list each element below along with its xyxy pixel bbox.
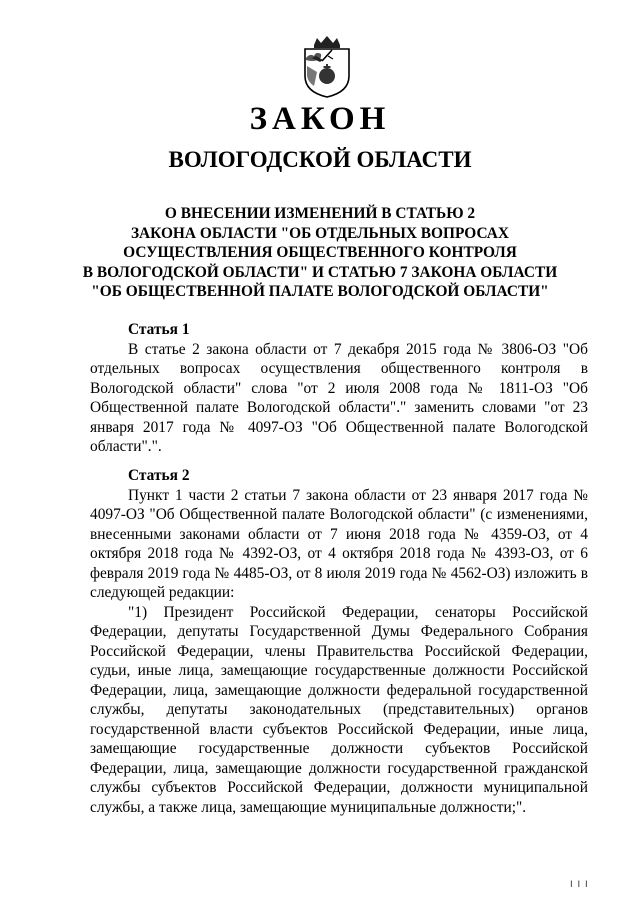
article-text: В статье 2 закона области от 7 декабря 2015 года № 3806-ОЗ "Об отдельных вопросах осуществления общественного контроля в Вологодской области" слова "от 2 июля 2008 года № 1811-ОЗ "Об Общественной палате Вологодской области"." заменить словами "от 23 января 2017 года № 4097-ОЗ "Об Общественной палате Вологодской области".". (90, 340, 588, 455)
vologda-coat-of-arms-icon (302, 36, 352, 98)
law-name-line: "ОБ ОБЩЕСТВЕННОЙ ПАЛАТЕ ВОЛОГОДСКОЙ ОБЛАСТИ" (91, 283, 549, 301)
law-name-line: О ВНЕСЕНИИ ИЗМЕНЕНИЙ В СТАТЬЮ 2 (164, 205, 476, 222)
article-heading: Статья 2 (128, 467, 190, 484)
document-subtitle: ВОЛОГОДСКОЙ ОБЛАСТИ (168, 147, 472, 172)
article-1 (90, 320, 588, 457)
law-name (60, 204, 580, 302)
page-mark: I I I (570, 880, 589, 890)
law-name-line: В ВОЛОГОДСКОЙ ОБЛАСТИ" И СТАТЬЮ 7 ЗАКОНА ОБЛАСТИ (82, 263, 558, 281)
article-2 (90, 466, 588, 817)
article-text: Пункт 1 части 2 статьи 7 закона области от 23 января 2017 года № 4097-ОЗ "Об Общественной палате Вологодской области" (с изменениями, внесенными законами области от 7 июня 2018 года № 4359-ОЗ, от 4 октября 2018 года № 4392-ОЗ, от 4 октября 2018 года № 4393-ОЗ, от 6 февраля 2019 года № 4485-ОЗ, от 8 июля 2019 года № 4562-ОЗ) изложить в следующей редакции: (90, 486, 588, 601)
article-heading: Статья 1 (128, 321, 190, 338)
document-title: ЗАКОН (249, 101, 391, 137)
law-name-line: ОСУЩЕСТВЛЕНИЯ ОБЩЕСТВЕННОГО КОНТРОЛЯ (123, 244, 517, 262)
article-quote: "1) Президент Российской Федерации, сенаторы Российской Федерации, депутаты Государственной Думы Федерального Собрания Российской Федерации, члены Правительства Российской Федерации, судьи, иные лица, замещающие государственные должности Российской Федерации, лица, замещающие должности федеральной государственной службы, депутаты законодательных (представительных) органов государственной власти субъектов Российской Федерации, иные лица, замещающие государственные должности субъектов Российской Федерации, лица, замещающие должности государственной гражданской службы субъектов Российской Федерации, должности муниципальной службы, а также лица, замещающие муниципальные должности;". (90, 603, 588, 816)
law-name-line: ЗАКОНА ОБЛАСТИ "ОБ ОТДЕЛЬНЫХ ВОПРОСАХ (130, 224, 510, 242)
